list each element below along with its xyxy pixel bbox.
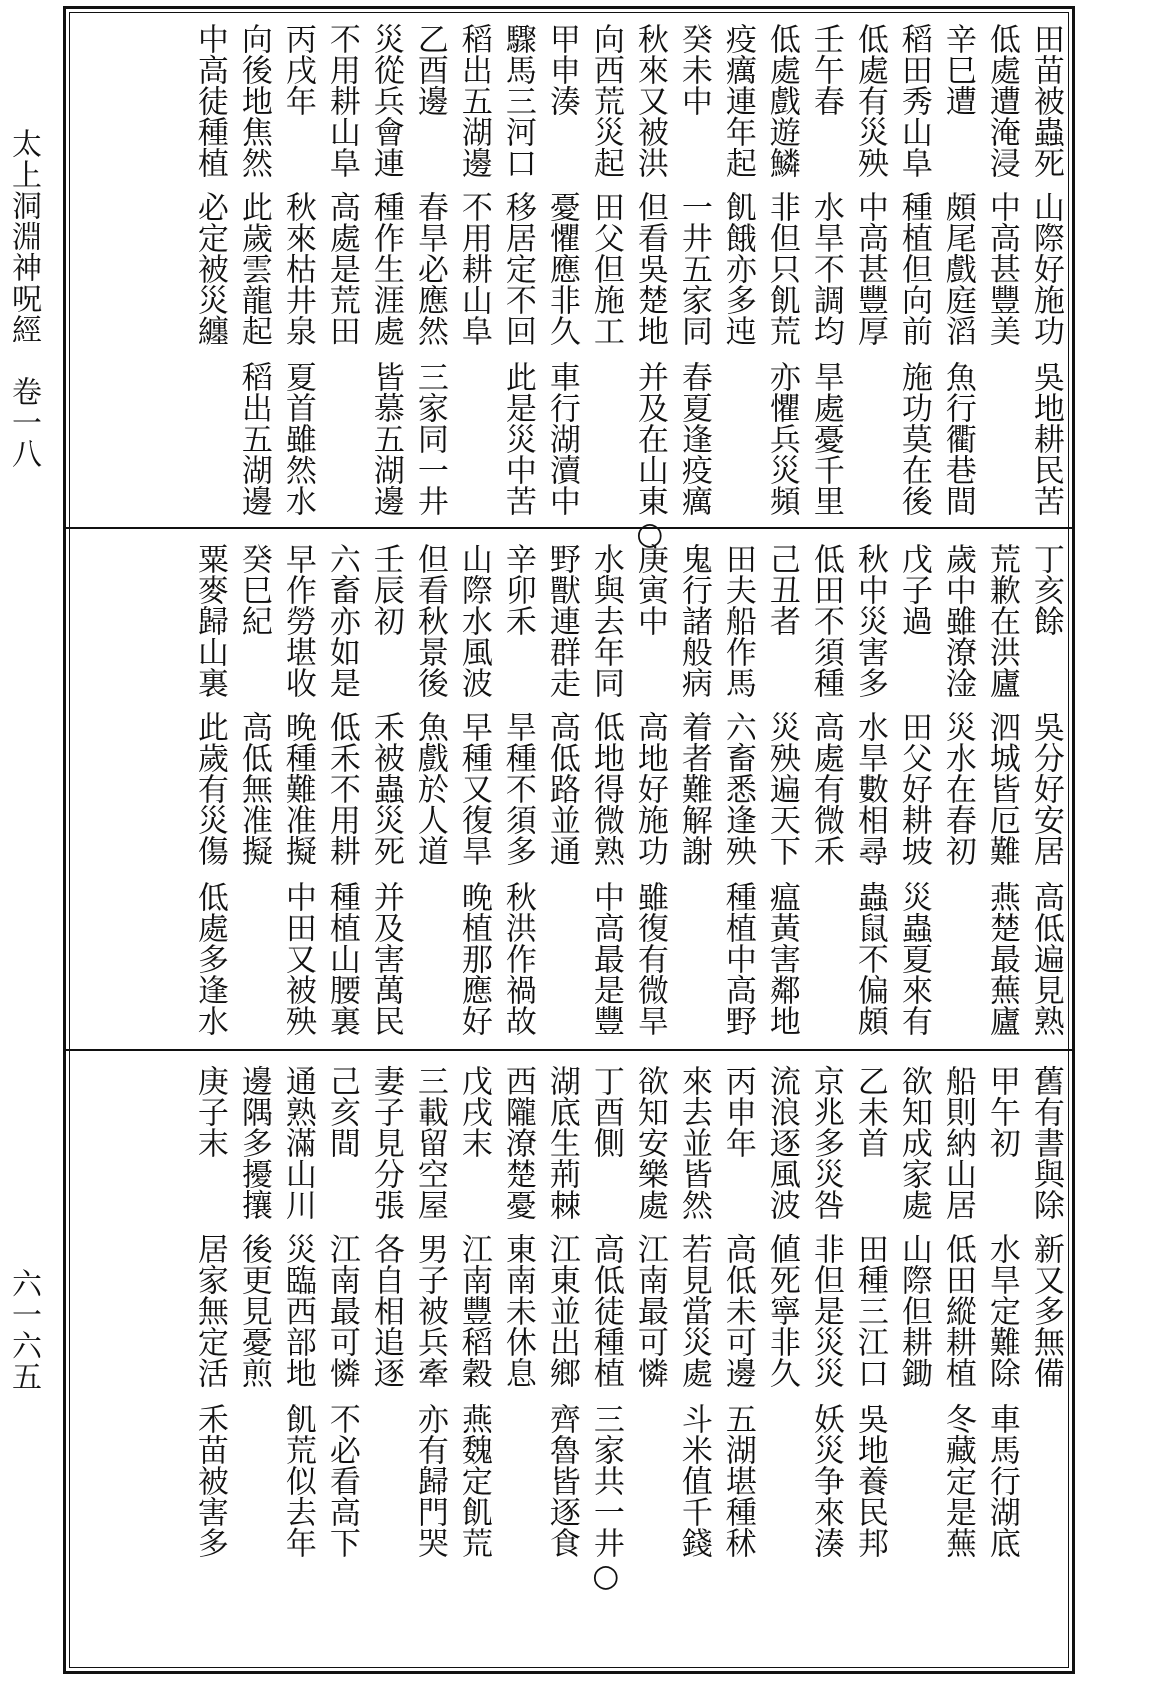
verse-segment: 秋中災害多 bbox=[851, 543, 888, 698]
verse-segment: 春旱必應然 bbox=[411, 191, 448, 346]
verse-segment: 魚戲於人道 bbox=[411, 711, 448, 866]
text-column bbox=[982, 1057, 1020, 1667]
verse-segment: 三載留空屋 bbox=[411, 1065, 448, 1220]
text-column bbox=[630, 535, 668, 1045]
text-column bbox=[278, 1057, 316, 1667]
page-frame bbox=[63, 6, 1075, 1674]
verse-segment: 各自相追逐 bbox=[367, 1233, 404, 1388]
verse-segment: 災水在春初 bbox=[939, 711, 976, 866]
text-column bbox=[454, 535, 492, 1045]
text-column bbox=[630, 15, 668, 552]
verse-segment: 低處多逢水 bbox=[191, 881, 228, 1036]
text-column bbox=[366, 15, 404, 525]
verse-segment: 三家同一井 bbox=[411, 361, 448, 516]
verse-segment: 妖災争來湊 bbox=[807, 1403, 844, 1558]
text-column bbox=[894, 535, 932, 1045]
verse-segment: 水旱不調均 bbox=[807, 191, 844, 346]
verse-segment: 低禾不用耕 bbox=[323, 711, 360, 866]
verse-segment: 齊魯皆逐食 bbox=[543, 1403, 580, 1558]
text-column bbox=[630, 1057, 668, 1667]
verse-segment: 春夏逢疫癘 bbox=[675, 361, 712, 516]
verse-segment: 一井五家同 bbox=[675, 191, 712, 346]
verse-segment: 非但是災災 bbox=[807, 1233, 844, 1388]
verse-segment: 乙酉邊 bbox=[411, 23, 448, 116]
verse-segment: 着者難解謝 bbox=[675, 711, 712, 866]
verse-segment: 粟麥歸山裏 bbox=[191, 543, 228, 698]
verse-segment: 辛卯禾 bbox=[499, 543, 536, 636]
text-column bbox=[850, 1057, 888, 1667]
verse-segment: 男子被兵牽 bbox=[411, 1233, 448, 1388]
verse-segment: 低地得微熟 bbox=[587, 711, 624, 866]
verse-segment: 施功莫在後 bbox=[895, 361, 932, 516]
text-band-1 bbox=[66, 9, 1072, 552]
text-column bbox=[894, 1057, 932, 1667]
verse-segment: 高處是荒田 bbox=[323, 191, 360, 346]
text-band-3 bbox=[66, 1051, 1072, 1671]
text-column bbox=[1026, 535, 1064, 1045]
verse-segment: 種植山腰裏 bbox=[323, 881, 360, 1036]
verse-segment: 種植但向前 bbox=[895, 191, 932, 346]
verse-segment: 皆慕五湖邊 bbox=[367, 361, 404, 516]
text-column bbox=[674, 1057, 712, 1667]
verse-segment: 移居定不回 bbox=[499, 191, 536, 346]
verse-segment: 飢荒似去年 bbox=[279, 1403, 316, 1558]
verse-segment: 壬辰初 bbox=[367, 543, 404, 636]
text-column bbox=[190, 15, 228, 525]
verse-segment: 通熟滿山川 bbox=[279, 1065, 316, 1220]
verse-segment: 中高徒種植 bbox=[191, 23, 228, 178]
verse-segment: 湖底生荊棘 bbox=[543, 1065, 580, 1220]
verse-segment: 禾被蟲災死 bbox=[367, 711, 404, 866]
text-column bbox=[674, 15, 712, 525]
text-column bbox=[894, 15, 932, 525]
verse-segment: 早種又復旱 bbox=[455, 711, 492, 866]
text-column bbox=[498, 15, 536, 525]
verse-segment: 高低未可邊 bbox=[719, 1233, 756, 1388]
verse-segment: 水與去年同 bbox=[587, 543, 624, 698]
verse-segment: 驟馬三河口 bbox=[499, 23, 536, 178]
verse-segment: 斗米值千錢 bbox=[675, 1403, 712, 1558]
text-column bbox=[366, 1057, 404, 1667]
verse-segment: 新又多無備 bbox=[1027, 1233, 1064, 1388]
verse-segment: 後更見憂煎 bbox=[235, 1233, 272, 1388]
verse-segment: 亦懼兵災頻 bbox=[763, 361, 800, 516]
text-column bbox=[234, 15, 272, 525]
verse-segment: 高低路並通 bbox=[543, 711, 580, 866]
verse-segment: 低處戲遊鱗 bbox=[763, 23, 800, 178]
verse-segment: 乙未首 bbox=[851, 1065, 888, 1158]
verse-segment: 吳地養民邦 bbox=[851, 1403, 888, 1558]
text-column bbox=[322, 535, 360, 1045]
verse-segment: 山際好施功 bbox=[1027, 191, 1064, 346]
verse-segment: 値死寧非久 bbox=[763, 1233, 800, 1388]
verse-segment: 邊隅多擾攘 bbox=[235, 1065, 272, 1220]
verse-segment: 丁酉側 bbox=[587, 1065, 624, 1158]
text-column bbox=[586, 535, 624, 1045]
verse-segment: 非但只飢荒 bbox=[763, 191, 800, 346]
text-column bbox=[586, 15, 624, 525]
text-column bbox=[410, 535, 448, 1045]
verse-segment: 歲中雖潦淦 bbox=[939, 543, 976, 698]
text-column bbox=[234, 1057, 272, 1667]
verse-segment: 秋來又被洪 bbox=[631, 23, 668, 178]
verse-segment: 必定被災纏 bbox=[191, 191, 228, 346]
text-column bbox=[982, 535, 1020, 1045]
verse-segment: 災從兵會連 bbox=[367, 23, 404, 178]
verse-segment: 田父好耕坡 bbox=[895, 711, 932, 866]
verse-segment: 蟲鼠不偏頗 bbox=[851, 881, 888, 1036]
verse-segment: 居家無定活 bbox=[191, 1233, 228, 1388]
verse-segment: 甲午初 bbox=[983, 1065, 1020, 1158]
text-column bbox=[542, 535, 580, 1045]
text-column bbox=[938, 15, 976, 525]
text-column bbox=[322, 1057, 360, 1667]
verse-segment: 江南最可憐 bbox=[631, 1233, 668, 1388]
text-column bbox=[806, 535, 844, 1045]
text-column bbox=[938, 535, 976, 1045]
verse-segment: 欲知安樂處 bbox=[631, 1065, 668, 1220]
verse-segment: 京兆多災咎 bbox=[807, 1065, 844, 1220]
verse-segment: 吳地耕民苦 bbox=[1027, 361, 1064, 516]
verse-segment: 此是災中苦 bbox=[499, 361, 536, 516]
verse-segment: 荒歉在洪廬 bbox=[983, 543, 1020, 698]
verse-segment: 低田不須種 bbox=[807, 543, 844, 698]
verse-segment: 若見當災處 bbox=[675, 1233, 712, 1388]
verse-segment: 丙申年 bbox=[719, 1065, 756, 1158]
verse-segment: 但看秋景後 bbox=[411, 543, 448, 698]
verse-segment: 庚子末 bbox=[191, 1065, 228, 1158]
verse-segment: 江南最可憐 bbox=[323, 1233, 360, 1388]
verse-segment: 早作勞堪收 bbox=[279, 543, 316, 698]
verse-segment: 東南未休息 bbox=[499, 1233, 536, 1388]
text-column bbox=[762, 535, 800, 1045]
text-column bbox=[542, 15, 580, 525]
verse-segment: 秋來枯井泉 bbox=[279, 191, 316, 346]
text-column bbox=[410, 15, 448, 525]
verse-segment: 西隴潦楚憂 bbox=[499, 1065, 536, 1220]
text-column bbox=[850, 535, 888, 1045]
verse-segment: 晚種難准擬 bbox=[279, 711, 316, 866]
verse-segment: 欲知成家處 bbox=[895, 1065, 932, 1220]
verse-segment: 高低徒種植 bbox=[587, 1233, 624, 1388]
text-column bbox=[278, 15, 316, 525]
text-column bbox=[762, 15, 800, 525]
text-column bbox=[674, 535, 712, 1045]
text-column bbox=[410, 1057, 448, 1667]
verse-segment: 己亥間 bbox=[323, 1065, 360, 1158]
verse-segment: 流浪逐風波 bbox=[763, 1065, 800, 1220]
verse-segment: 戊子過 bbox=[895, 543, 932, 636]
verse-segment: 己丑者 bbox=[763, 543, 800, 636]
verse-segment: 中高甚豐厚 bbox=[851, 191, 888, 346]
verse-segment: 田父但施工 bbox=[587, 191, 624, 346]
verse-segment: 鬼行諸般病 bbox=[675, 543, 712, 698]
text-column bbox=[190, 535, 228, 1045]
text-column bbox=[366, 535, 404, 1045]
text-column bbox=[542, 1057, 580, 1667]
verse-segment: 低處遭淹浸 bbox=[983, 23, 1020, 178]
verse-segment: 疫癘連年起 bbox=[719, 23, 756, 178]
verse-segment: 但看吳楚地 bbox=[631, 191, 668, 346]
verse-segment: 妻子見分張 bbox=[367, 1065, 404, 1220]
verse-segment: 山際但耕鋤 bbox=[895, 1233, 932, 1388]
verse-segment: 丙戌年 bbox=[279, 23, 316, 116]
verse-segment: 舊有書與除 bbox=[1027, 1065, 1064, 1220]
verse-segment: 水旱定難除 bbox=[983, 1233, 1020, 1388]
margin-title bbox=[0, 128, 52, 1668]
verse-segment: 燕楚最蕪廬 bbox=[983, 881, 1020, 1036]
text-column bbox=[850, 15, 888, 525]
verse-segment: 泗城皆厄難 bbox=[983, 711, 1020, 866]
text-column bbox=[718, 15, 756, 525]
verse-segment: 亦有歸門哭 bbox=[411, 1403, 448, 1558]
text-column bbox=[806, 15, 844, 525]
verse-segment: 丁亥餘 bbox=[1027, 543, 1064, 636]
verse-segment: 夏首雖然水 bbox=[279, 361, 316, 516]
text-column bbox=[234, 535, 272, 1045]
verse-segment: 不必看高下 bbox=[323, 1403, 360, 1558]
verse-segment: 江南豐稻穀 bbox=[455, 1233, 492, 1388]
verse-segment: 江東並出鄉 bbox=[543, 1233, 580, 1388]
text-column bbox=[718, 1057, 756, 1667]
text-column bbox=[322, 15, 360, 525]
verse-segment: 冬藏定是蕪 bbox=[939, 1403, 976, 1558]
verse-segment: 稻出五湖邊 bbox=[455, 23, 492, 178]
text-column bbox=[454, 15, 492, 525]
verse-segment: 庚寅中 bbox=[631, 543, 668, 636]
verse-segment: 秋洪作禍故 bbox=[499, 881, 536, 1036]
verse-segment: 晚植那應好 bbox=[455, 881, 492, 1036]
text-column bbox=[190, 1057, 228, 1667]
text-column bbox=[586, 1057, 624, 1667]
verse-segment: 頗尾戲庭滔 bbox=[939, 191, 976, 346]
page-number: 六一六五 bbox=[6, 1268, 41, 1392]
verse-segment: 戊戌末 bbox=[455, 1065, 492, 1158]
verse-segment: 魚行衢巷間 bbox=[939, 361, 976, 516]
verse-segment: 高地好施功 bbox=[631, 711, 668, 866]
verse-segment: 不用耕山阜 bbox=[323, 23, 360, 178]
text-band-2 bbox=[66, 529, 1072, 1049]
verse-segment: 向後地焦然 bbox=[235, 23, 272, 178]
text-column bbox=[278, 535, 316, 1045]
text-column bbox=[498, 1057, 536, 1667]
text-column bbox=[454, 1057, 492, 1667]
verse-segment: 災蟲夏來有 bbox=[895, 881, 932, 1036]
verse-segment: 車行湖瀆中 bbox=[543, 361, 580, 516]
verse-segment: 水旱數相尋 bbox=[851, 711, 888, 866]
text-column bbox=[498, 535, 536, 1045]
text-column bbox=[762, 1057, 800, 1667]
verse-segment: 向西荒災起 bbox=[587, 23, 624, 178]
verse-segment: 船則納山居 bbox=[939, 1065, 976, 1220]
verse-segment: 種作生涯處 bbox=[367, 191, 404, 346]
verse-segment: 野獸連群走 bbox=[543, 543, 580, 698]
text-column bbox=[982, 15, 1020, 525]
verse-segment: 壬午春 bbox=[807, 23, 844, 116]
verse-segment: 癸未中 bbox=[675, 23, 712, 116]
text-column bbox=[806, 1057, 844, 1667]
verse-segment: 燕魏定飢荒 bbox=[455, 1403, 492, 1558]
verse-segment: 高處有微禾 bbox=[807, 711, 844, 866]
verse-segment: 并及在山東○ bbox=[631, 361, 668, 552]
verse-segment: 禾苗被害多 bbox=[191, 1403, 228, 1558]
verse-segment: 中高最是豐 bbox=[587, 881, 624, 1036]
text-column bbox=[718, 535, 756, 1045]
verse-segment: 旱處憂千里 bbox=[807, 361, 844, 516]
verse-segment: 飢餓亦多迍 bbox=[719, 191, 756, 346]
verse-segment: 低田縱耕植 bbox=[939, 1233, 976, 1388]
verse-segment: 災臨西部地 bbox=[279, 1233, 316, 1388]
verse-segment: 稻出五湖邊 bbox=[235, 361, 272, 516]
verse-segment: 高低無准擬 bbox=[235, 711, 272, 866]
verse-segment: 憂懼應非久 bbox=[543, 191, 580, 346]
verse-segment: 稻田秀山阜 bbox=[895, 23, 932, 178]
scripture-title: 太上洞淵神呪經 卷一八 bbox=[6, 128, 41, 469]
text-column bbox=[1026, 1057, 1064, 1667]
verse-segment: 六畜亦如是 bbox=[323, 543, 360, 698]
verse-segment: 此歲雲龍起 bbox=[235, 191, 272, 346]
verse-segment: 甲申湊 bbox=[543, 23, 580, 116]
verse-segment: 種植中高野 bbox=[719, 881, 756, 1036]
verse-segment: 中田又被殃 bbox=[279, 881, 316, 1036]
verse-segment: 來去並皆然 bbox=[675, 1065, 712, 1220]
verse-segment: 低處有災殃 bbox=[851, 23, 888, 178]
verse-segment: 高低遍見熟 bbox=[1027, 881, 1064, 1036]
verse-segment: 車馬行湖底 bbox=[983, 1403, 1020, 1558]
text-column bbox=[1026, 15, 1064, 525]
verse-segment: 中高甚豐美 bbox=[983, 191, 1020, 346]
verse-segment: 此歲有災傷 bbox=[191, 711, 228, 866]
verse-segment: 癸巳紀 bbox=[235, 543, 272, 636]
verse-segment: 田種三江口 bbox=[851, 1233, 888, 1388]
verse-segment: 田夫船作馬 bbox=[719, 543, 756, 698]
verse-segment: 田苗被蟲死 bbox=[1027, 23, 1064, 178]
verse-segment: 吳分好安居 bbox=[1027, 711, 1064, 866]
verse-segment: 不用耕山阜 bbox=[455, 191, 492, 346]
verse-segment: 并及害萬民 bbox=[367, 881, 404, 1036]
verse-segment: 三家共一井○ bbox=[587, 1403, 624, 1594]
text-column bbox=[938, 1057, 976, 1667]
verse-segment: 山際水風波 bbox=[455, 543, 492, 698]
verse-segment: 雖復有微旱 bbox=[631, 881, 668, 1036]
verse-segment: 辛巳遭 bbox=[939, 23, 976, 116]
verse-segment: 六畜悉逢殃 bbox=[719, 711, 756, 866]
verse-segment: 災殃遍天下 bbox=[763, 711, 800, 866]
verse-segment: 五湖堪種秫 bbox=[719, 1403, 756, 1558]
verse-segment: 旱種不須多 bbox=[499, 711, 536, 866]
verse-segment: 瘟黃害鄰地 bbox=[763, 881, 800, 1036]
